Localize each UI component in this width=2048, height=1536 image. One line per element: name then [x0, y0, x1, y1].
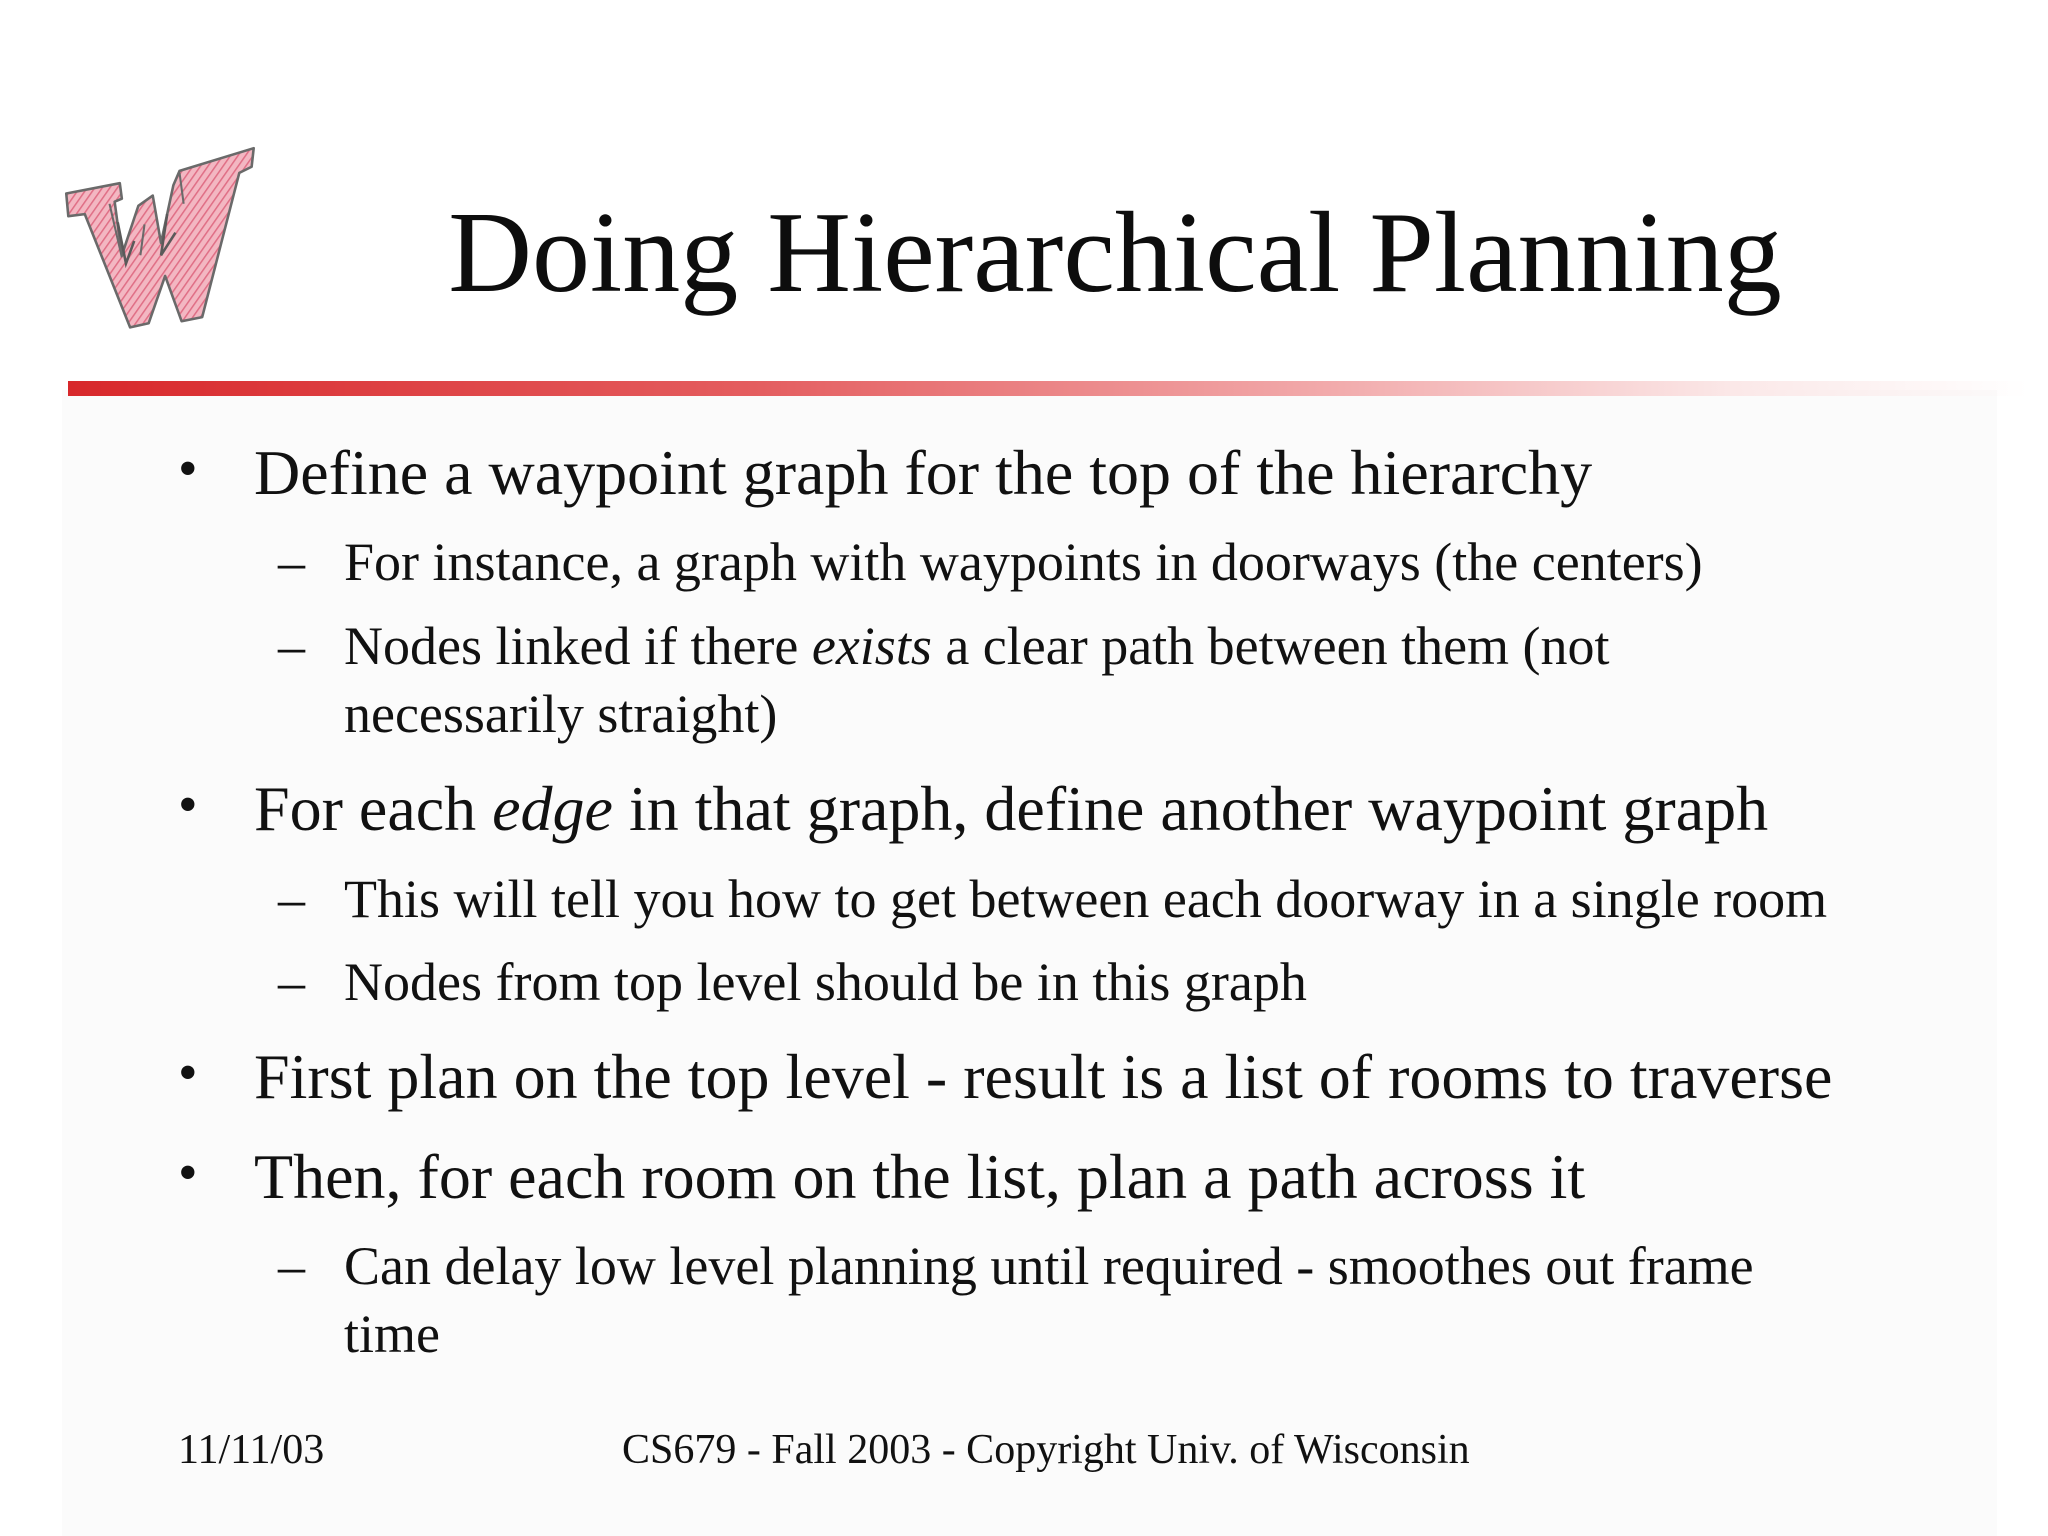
bullet-text: Define a waypoint graph for the top of the hierarchy [254, 437, 1593, 508]
sub-bullet-continuation: time [344, 1304, 440, 1364]
text-segment: in that graph, define another waypoint graph [612, 773, 1769, 844]
bullet-text [254, 773, 1768, 845]
sub-bullet-text: Nodes from top level should be in this graph [344, 952, 1307, 1012]
dash-glyph: – [278, 532, 305, 592]
footer-copyright: CS679 - Fall 2003 - Copyright Univ. of Wisconsin [622, 1427, 1470, 1473]
sub-bullet-continuation: necessarily straight) [344, 684, 778, 744]
slide-title: Doing Hierarchical Planning [448, 189, 1782, 317]
emphasis-text: exists [811, 616, 932, 676]
bullet-glyph: • [178, 438, 198, 500]
dash-glyph: – [278, 952, 305, 1012]
bullet-text: First plan on the top level - result is a list of rooms to traverse [254, 1041, 1833, 1112]
sub-bullet-text: Can delay low level planning until required - smoothes out frame [344, 1236, 1754, 1296]
bullet-text: Then, for each room on the list, plan a path across it [254, 1141, 1586, 1212]
bullet-glyph: • [178, 1042, 198, 1104]
emphasis-text: edge [492, 773, 613, 844]
sub-bullet-text [344, 612, 1610, 680]
sub-bullet-text: This will tell you how to get between each doorway in a single room [344, 869, 1828, 929]
text-segment: a clear path between them (not [931, 616, 1610, 676]
dash-glyph: – [278, 616, 305, 676]
text-segment: For each [254, 773, 493, 844]
sub-bullet-text: For instance, a graph with waypoints in doorways (the centers) [344, 532, 1703, 592]
bullet-glyph: • [178, 774, 198, 836]
dash-glyph: – [278, 1236, 305, 1296]
footer-date: 11/11/03 [178, 1427, 325, 1473]
dash-glyph: – [278, 869, 305, 929]
bullet-glyph: • [178, 1142, 198, 1204]
text-segment: Nodes linked if there [344, 616, 812, 676]
